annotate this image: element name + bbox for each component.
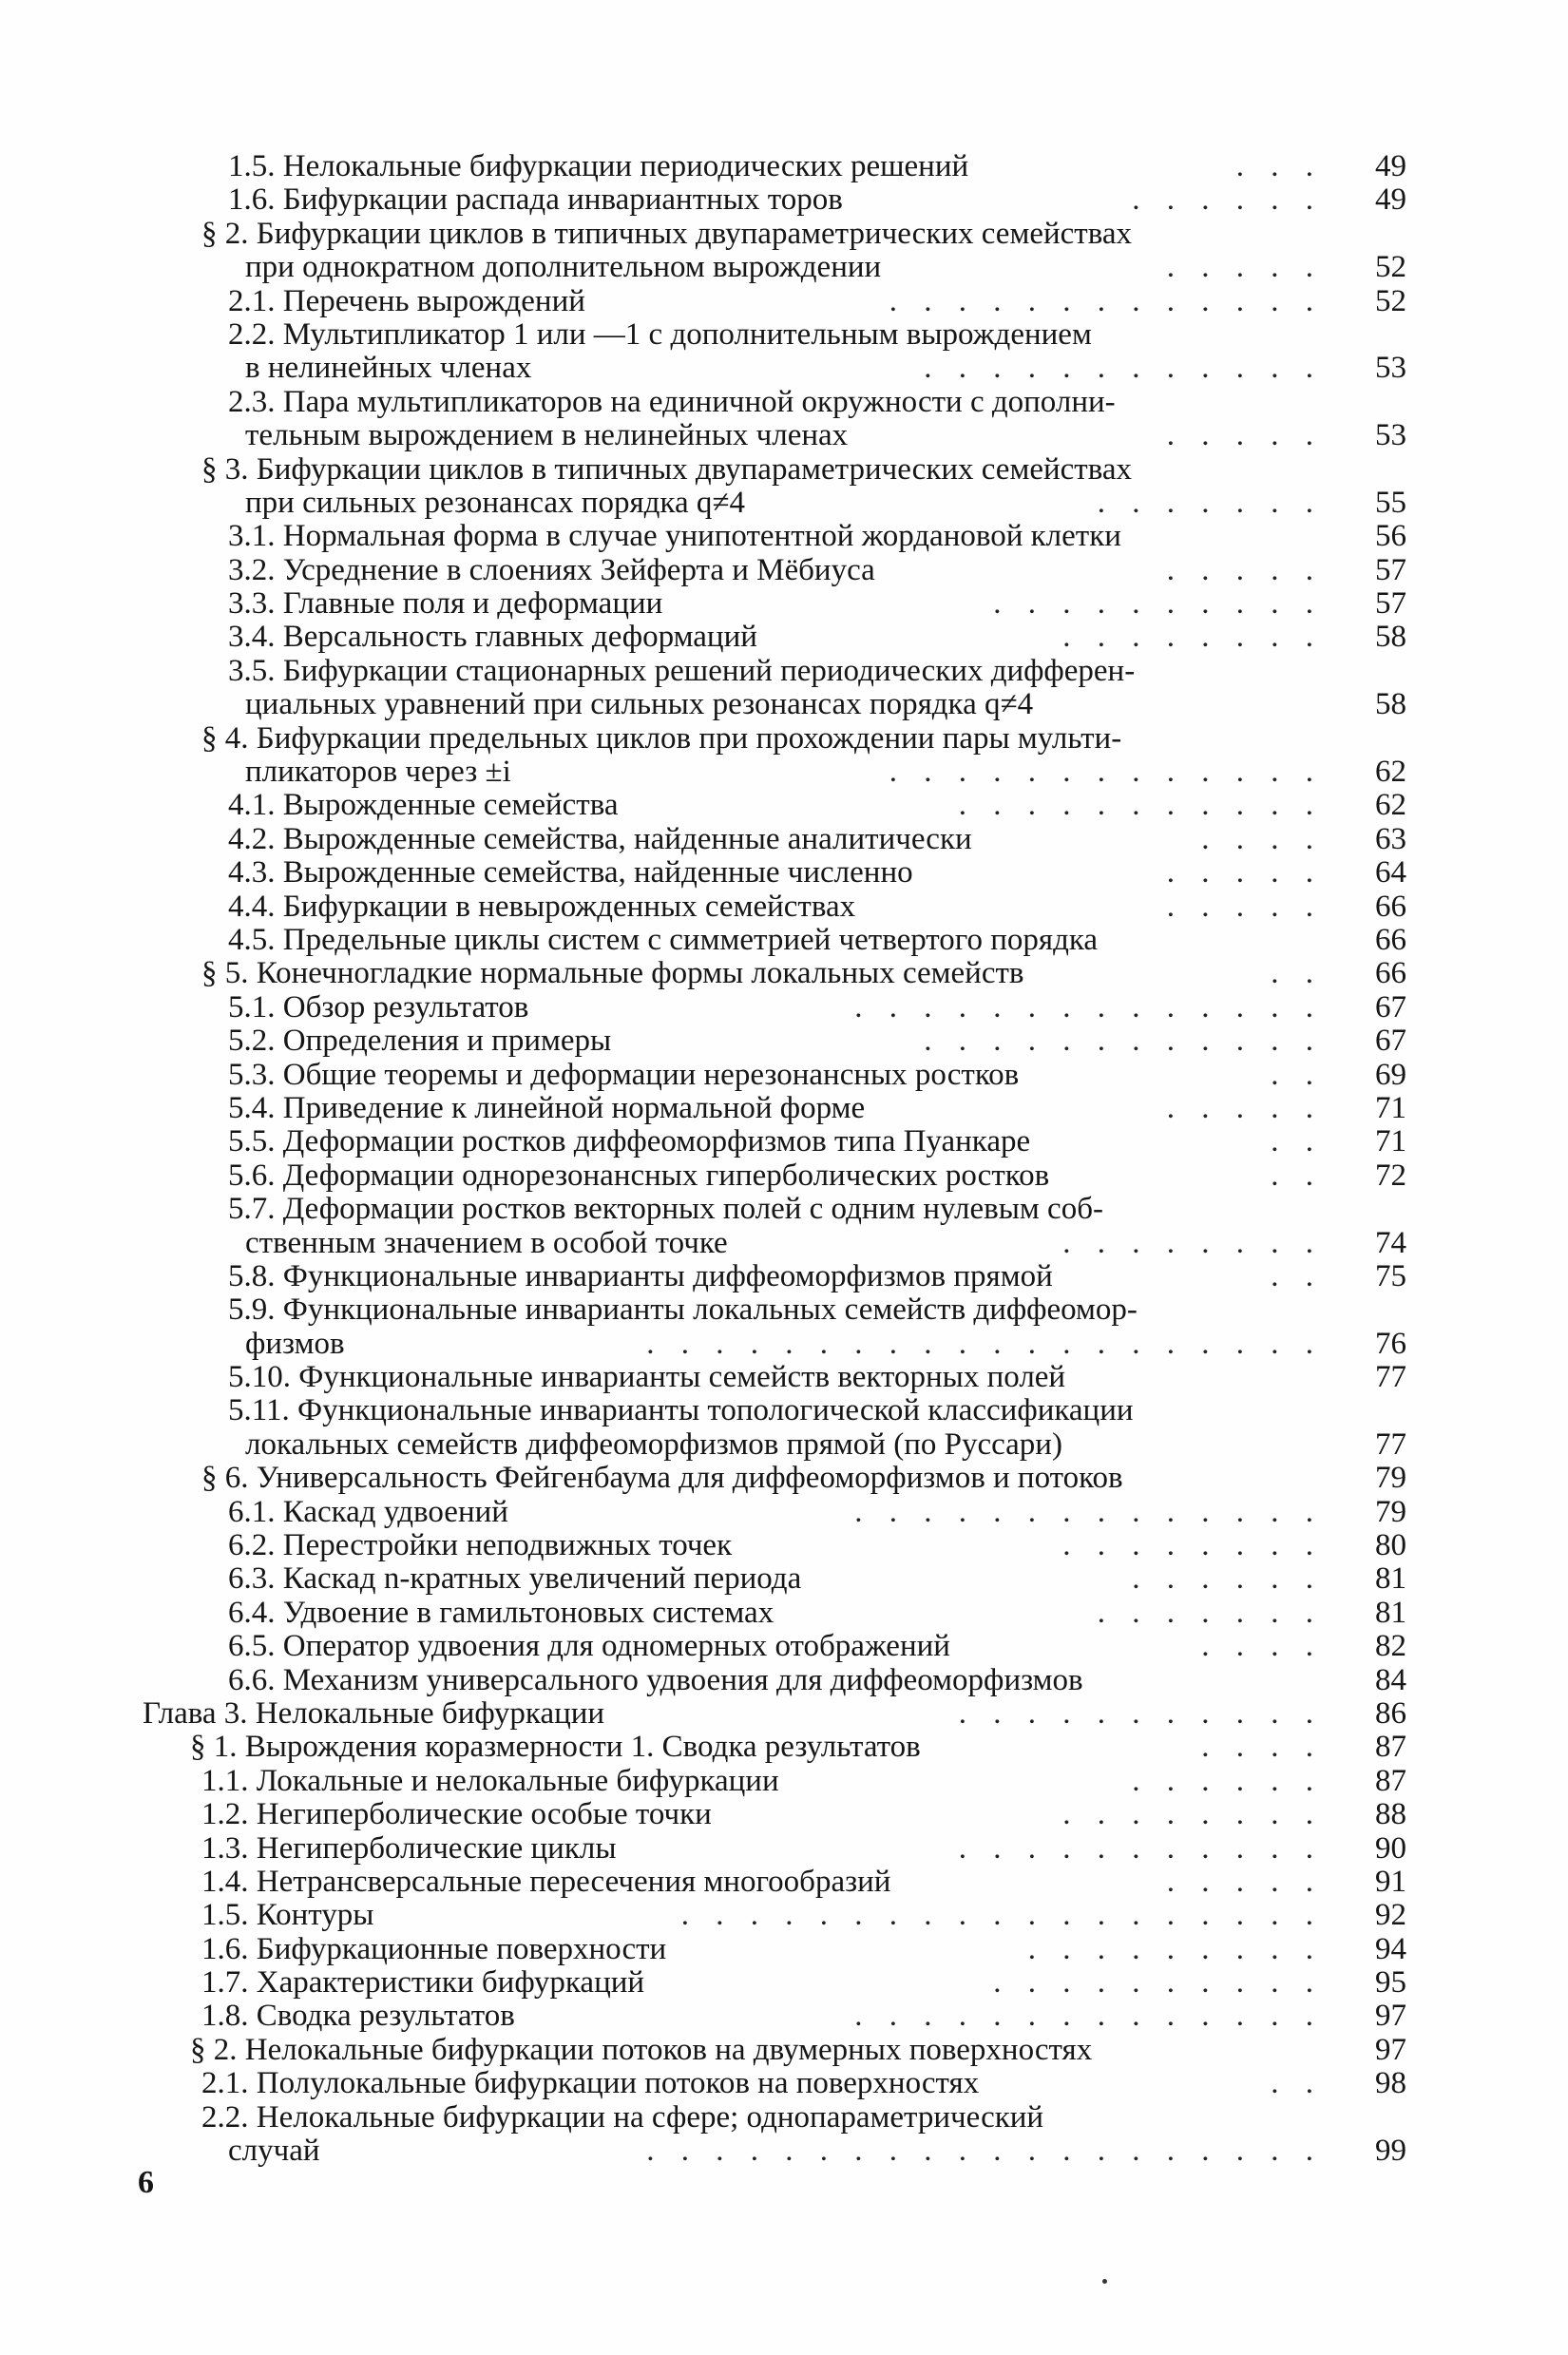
toc-entry[interactable] bbox=[0, 2067, 1568, 2100]
toc-entry[interactable] bbox=[0, 285, 1568, 318]
toc-title: при однократном дополнительном вырождении bbox=[245, 250, 882, 285]
toc-line bbox=[0, 554, 1568, 587]
toc-page-number: 95 bbox=[1375, 1965, 1406, 2001]
toc-line bbox=[0, 2067, 1568, 2100]
toc-line bbox=[0, 1798, 1568, 1831]
toc-leader: . . . . . . . . . . bbox=[993, 1965, 1323, 2001]
toc-title: локальных семейств диффеоморфизмов прямой (по Руссари) bbox=[245, 1426, 1062, 1462]
toc-leader: . . bbox=[1271, 956, 1323, 991]
toc-title: 6.3. Каскад n-кратных увеличений периода bbox=[228, 1561, 802, 1597]
toc-leader: . . . . . . . bbox=[1097, 1595, 1323, 1630]
toc-page-number: 53 bbox=[1375, 418, 1406, 453]
toc-page-number: 64 bbox=[1375, 855, 1406, 890]
toc-leader: . . . . bbox=[1201, 821, 1323, 856]
toc-entry[interactable] bbox=[0, 218, 1568, 285]
toc-title: 5.4. Приведение к линейной нормальной форме bbox=[228, 1090, 866, 1125]
toc-leader: . . bbox=[1271, 1158, 1323, 1193]
toc-line bbox=[0, 1664, 1568, 1697]
toc-title: 6.5. Оператор удвоения для одномерных отображений bbox=[228, 1629, 950, 1664]
toc-title: 2.3. Пара мультипликаторов на единичной окружности с дополни- bbox=[228, 384, 1116, 419]
toc-page-number: 82 bbox=[1375, 1629, 1406, 1664]
toc-leader: . . . . . bbox=[1166, 250, 1323, 285]
toc-line bbox=[0, 1496, 1568, 1529]
toc-title: 4.1. Вырожденные семейства bbox=[228, 788, 619, 823]
toc-entry[interactable] bbox=[0, 150, 1568, 183]
toc-entry[interactable] bbox=[0, 1092, 1568, 1125]
toc-entry[interactable] bbox=[0, 1899, 1568, 1932]
toc-line bbox=[0, 1630, 1568, 1663]
toc-leader: . . . . . . . . bbox=[1062, 1225, 1323, 1260]
toc-line bbox=[0, 1697, 1568, 1731]
toc-page-number: 52 bbox=[1375, 283, 1406, 318]
toc-line bbox=[0, 2034, 1568, 2067]
toc-line bbox=[0, 487, 1568, 520]
toc-page-number: 56 bbox=[1375, 519, 1406, 554]
toc-page-number: 77 bbox=[1375, 1426, 1406, 1462]
toc-title: в нелинейных членах bbox=[245, 351, 532, 386]
toc-entry[interactable] bbox=[0, 1529, 1568, 1562]
toc-entry[interactable] bbox=[0, 1394, 1568, 1462]
toc-title: 1.5. Нелокальные бифуркации периодических решений bbox=[228, 149, 969, 183]
toc-title: 5.5. Деформации ростков диффеоморфизмов типа Пуанкаре bbox=[228, 1124, 1031, 1159]
toc-line bbox=[0, 1428, 1568, 1462]
toc-leader: . . . . . . . . . . . . . . . . . . . . bbox=[646, 1326, 1323, 1361]
toc-page-number: 71 bbox=[1375, 1124, 1406, 1159]
toc-page-number: 52 bbox=[1375, 250, 1406, 285]
toc-page-number: 66 bbox=[1375, 889, 1406, 924]
toc-title: 6.4. Удвоение в гамильтоновых системах bbox=[228, 1595, 774, 1630]
toc-leader: . . . . . . . . . . . bbox=[958, 1695, 1323, 1731]
toc-title: 5.6. Деформации однорезонансных гиперболических ростков bbox=[228, 1158, 1050, 1193]
toc-leader: . . . . . . . . . . . . bbox=[924, 351, 1323, 386]
toc-entry[interactable] bbox=[0, 621, 1568, 654]
toc-title: 5.9. Функциональные инварианты локальных семейств диффеомор- bbox=[228, 1292, 1138, 1328]
toc-leader: . . . . . . . . . . . . . . bbox=[854, 1494, 1323, 1529]
toc-entry[interactable] bbox=[0, 1866, 1568, 1899]
toc-line bbox=[0, 655, 1568, 688]
toc-leader: . . . . . . . . . . . . . bbox=[889, 283, 1323, 318]
toc-page-number: 79 bbox=[1375, 1494, 1406, 1529]
toc-line bbox=[0, 2135, 1568, 2168]
toc-leader: . . . . . . bbox=[1132, 1561, 1323, 1597]
toc-title: 3.2. Усреднение в слоениях Зейферта и Мёбиуса bbox=[228, 552, 875, 587]
toc-leader: . . . . . . . . . . . bbox=[958, 1830, 1323, 1866]
toc-line bbox=[0, 957, 1568, 990]
toc-page-number: 57 bbox=[1375, 552, 1406, 587]
toc-leader: . . . . . . . . bbox=[1062, 1797, 1323, 1832]
toc-leader: . . . . bbox=[1201, 1730, 1323, 1765]
toc-line bbox=[0, 1361, 1568, 1394]
toc-line bbox=[0, 1092, 1568, 1125]
toc-line bbox=[0, 1328, 1568, 1361]
toc-title: 2.1. Полулокальные бифуркации потоков на поверхностях bbox=[201, 2066, 980, 2101]
toc-entry[interactable] bbox=[0, 2101, 1568, 2169]
toc-line bbox=[0, 1462, 1568, 1495]
toc-line bbox=[0, 924, 1568, 957]
toc-title: § 1. Вырождения коразмерности 1. Сводка результатов bbox=[190, 1730, 921, 1765]
toc-title: 1.7. Характеристики бифуркаций bbox=[201, 1965, 645, 2001]
toc-line bbox=[0, 890, 1568, 924]
toc-page-number: 58 bbox=[1375, 687, 1406, 722]
toc-line bbox=[0, 1125, 1568, 1158]
toc-page-number: 72 bbox=[1375, 1158, 1406, 1193]
toc-page-number: 66 bbox=[1375, 956, 1406, 991]
toc-title: ственным значением в особой точке bbox=[245, 1225, 728, 1260]
toc-line bbox=[0, 285, 1568, 318]
toc-leader: . . . . . bbox=[1166, 1864, 1323, 1899]
toc-line bbox=[0, 1193, 1568, 1226]
toc-entry[interactable] bbox=[0, 1597, 1568, 1630]
toc-page-number: 98 bbox=[1375, 2066, 1406, 2101]
toc-entry[interactable] bbox=[0, 1496, 1568, 1529]
toc-line bbox=[0, 2101, 1568, 2135]
toc-entry[interactable] bbox=[0, 318, 1568, 386]
toc-leader: . . . . . bbox=[1166, 1090, 1323, 1125]
toc-page-number: 71 bbox=[1375, 1090, 1406, 1125]
toc-page-number: 81 bbox=[1375, 1595, 1406, 1630]
toc-title: 3.3. Главные поля и деформации bbox=[228, 586, 663, 622]
toc-title: § 4. Бифуркации предельных циклов при прохождении пары мульти- bbox=[201, 720, 1122, 756]
toc-line bbox=[0, 1832, 1568, 1866]
toc-leader: . . bbox=[1271, 1124, 1323, 1159]
toc-leader: . . . . . . . . . . . . . bbox=[889, 755, 1323, 790]
toc-line bbox=[0, 1529, 1568, 1562]
toc-line bbox=[0, 1597, 1568, 1630]
toc-page-number: 49 bbox=[1375, 182, 1406, 218]
toc-line bbox=[0, 386, 1568, 419]
toc-entry[interactable] bbox=[0, 1630, 1568, 1663]
toc-page-number: 75 bbox=[1375, 1258, 1406, 1293]
toc-page-number: 84 bbox=[1375, 1662, 1406, 1697]
toc-title: § 3. Бифуркации циклов в типичных двупараметрических семействах bbox=[201, 451, 1133, 487]
toc-entry[interactable] bbox=[0, 1293, 1568, 1361]
toc-entry[interactable] bbox=[0, 722, 1568, 790]
toc-entry[interactable] bbox=[0, 823, 1568, 856]
toc-page-number: 63 bbox=[1375, 821, 1406, 856]
toc-title: 1.5. Контуры bbox=[201, 1898, 374, 1933]
toc-page-number: 91 bbox=[1375, 1864, 1406, 1899]
toc-line bbox=[0, 621, 1568, 654]
toc-leader: . . . . . bbox=[1166, 855, 1323, 890]
toc-leader: . . . . . . . . . . . . . . bbox=[854, 1999, 1323, 2034]
toc-title: 3.5. Бифуркации стационарных решений периодических дифферен- bbox=[228, 653, 1136, 688]
toc-entry[interactable] bbox=[0, 655, 1568, 722]
toc-page-number: 66 bbox=[1375, 922, 1406, 957]
toc-title: 5.2. Определения и примеры bbox=[228, 1024, 612, 1059]
toc-title: § 6. Универсальность Фейгенбаума для диффеоморфизмов и потоков bbox=[201, 1461, 1123, 1496]
toc-entry[interactable] bbox=[0, 2034, 1568, 2067]
toc-leader: . . bbox=[1271, 1258, 1323, 1293]
toc-line bbox=[0, 150, 1568, 183]
toc-entry[interactable] bbox=[0, 183, 1568, 217]
toc-title: 5.8. Функциональные инварианты диффеоморфизмов прямой bbox=[228, 1258, 1053, 1293]
toc-page-number: 92 bbox=[1375, 1898, 1406, 1933]
toc-entry[interactable] bbox=[0, 1159, 1568, 1193]
toc-title: 1.3. Негиперболические циклы bbox=[201, 1830, 617, 1866]
toc-entry[interactable] bbox=[0, 453, 1568, 521]
toc-entry[interactable] bbox=[0, 587, 1568, 621]
toc-line bbox=[0, 419, 1568, 452]
toc-title: 4.2. Вырожденные семейства, найденные аналитически bbox=[228, 821, 972, 856]
toc-title: физмов bbox=[245, 1326, 345, 1361]
toc-page-number: 67 bbox=[1375, 989, 1406, 1024]
toc-title: 6.1. Каскад удвоений bbox=[228, 1494, 508, 1529]
toc-leader: . . . . . bbox=[1166, 889, 1323, 924]
toc-entry[interactable] bbox=[0, 856, 1568, 890]
toc-page-number: 67 bbox=[1375, 1024, 1406, 1059]
toc-leader: . . . . . . bbox=[1132, 1763, 1323, 1798]
toc-entry[interactable] bbox=[0, 2000, 1568, 2033]
toc-entry[interactable] bbox=[0, 991, 1568, 1024]
toc-leader: . . . . . . . . . . bbox=[993, 586, 1323, 622]
toc-title: 5.7. Деформации ростков векторных полей с одним нулевым соб- bbox=[228, 1192, 1103, 1227]
toc-leader: . . . bbox=[1235, 149, 1323, 183]
toc-title: 6.6. Механизм универсального удвоения для диффеоморфизмов bbox=[228, 1662, 1083, 1697]
toc-leader: . . . . . . . . . . . . bbox=[924, 1024, 1323, 1059]
toc-page-number: 79 bbox=[1375, 1461, 1406, 1496]
toc-title: циальных уравнений при сильных резонансах порядка q≠4 bbox=[245, 687, 1034, 722]
toc-entry[interactable] bbox=[0, 957, 1568, 990]
toc-page-number: 62 bbox=[1375, 788, 1406, 823]
toc-line bbox=[0, 218, 1568, 251]
toc-page-number: 76 bbox=[1375, 1326, 1406, 1361]
toc-entry[interactable] bbox=[0, 1562, 1568, 1596]
toc-line bbox=[0, 1899, 1568, 1932]
toc-page-number: 58 bbox=[1375, 620, 1406, 655]
toc-page-number: 74 bbox=[1375, 1225, 1406, 1260]
toc-page-number: 86 bbox=[1375, 1695, 1406, 1731]
toc-page-number: 49 bbox=[1375, 149, 1406, 183]
toc-line bbox=[0, 251, 1568, 284]
toc-leader: . . bbox=[1271, 2066, 1323, 2101]
toc-line bbox=[0, 1866, 1568, 1899]
toc-leader: . . . . . . . . . . . . . . bbox=[854, 989, 1323, 1024]
toc-line bbox=[0, 183, 1568, 217]
toc-line bbox=[0, 318, 1568, 352]
toc-leader: . . . . . bbox=[1166, 418, 1323, 453]
toc-page-number: 80 bbox=[1375, 1528, 1406, 1563]
toc-line bbox=[0, 1562, 1568, 1596]
toc-page-number: 77 bbox=[1375, 1360, 1406, 1395]
toc-page-number: 94 bbox=[1375, 1931, 1406, 1966]
toc-entry[interactable] bbox=[0, 1059, 1568, 1092]
toc-page-number: 97 bbox=[1375, 1999, 1406, 2034]
toc-title: § 5. Конечногладкие нормальные формы локальных семейств bbox=[201, 956, 1024, 991]
toc-title: 4.4. Бифуркации в невырожденных семействах bbox=[228, 889, 856, 924]
toc-page-number: 87 bbox=[1375, 1730, 1406, 1765]
toc-line bbox=[0, 453, 1568, 487]
toc-title: при сильных резонансах порядка q≠4 bbox=[245, 485, 745, 520]
toc-entry[interactable] bbox=[0, 924, 1568, 957]
toc-line bbox=[0, 2000, 1568, 2033]
toc-line bbox=[0, 352, 1568, 385]
toc-leader: . . . . . . . . . bbox=[1027, 1931, 1323, 1966]
toc-leader: . . . . . . . . . . . . . . . . . . . bbox=[680, 1898, 1323, 1933]
toc-page-number: 97 bbox=[1375, 2032, 1406, 2067]
toc-line bbox=[0, 1293, 1568, 1327]
toc-page-number: 90 bbox=[1375, 1830, 1406, 1866]
toc-entry[interactable] bbox=[0, 1798, 1568, 1831]
toc-line bbox=[0, 1731, 1568, 1764]
toc-title: 2.2. Нелокальные бифуркации на сфере; однопараметрический bbox=[201, 2099, 1044, 2135]
toc-entry[interactable] bbox=[0, 1361, 1568, 1394]
toc-leader: . . . . . . . bbox=[1097, 485, 1323, 520]
toc-title: 4.3. Вырожденные семейства, найденные численно bbox=[228, 855, 913, 890]
toc-leader: . . . . . . bbox=[1132, 182, 1323, 218]
toc-entry[interactable] bbox=[0, 1933, 1568, 1966]
toc-entry[interactable] bbox=[0, 1731, 1568, 1764]
toc-title: 1.8. Сводка результатов bbox=[201, 1999, 515, 2034]
toc-line bbox=[0, 991, 1568, 1024]
toc-entry[interactable] bbox=[0, 1832, 1568, 1866]
table-of-contents bbox=[0, 150, 1568, 2168]
print-speck bbox=[1102, 2279, 1107, 2284]
toc-title: 1.6. Бифуркации распада инвариантных торов bbox=[228, 182, 843, 218]
toc-leader: . . . . . . . . . . . . . . . . . . . . bbox=[646, 2134, 1323, 2169]
toc-line bbox=[0, 856, 1568, 890]
toc-leader: . . . . . bbox=[1166, 552, 1323, 587]
toc-title: Глава 3. Нелокальные бифуркации bbox=[143, 1695, 605, 1731]
toc-leader: . . . . . . . . . . . bbox=[958, 788, 1323, 823]
toc-entry[interactable] bbox=[0, 1193, 1568, 1260]
toc-line bbox=[0, 1059, 1568, 1092]
toc-entry[interactable] bbox=[0, 789, 1568, 822]
toc-entry[interactable] bbox=[0, 890, 1568, 924]
toc-line bbox=[0, 1933, 1568, 1966]
toc-title: случай bbox=[228, 2134, 320, 2169]
toc-entry[interactable] bbox=[0, 554, 1568, 587]
toc-entry[interactable] bbox=[0, 1024, 1568, 1058]
toc-entry[interactable] bbox=[0, 1260, 1568, 1293]
toc-page-number: 81 bbox=[1375, 1561, 1406, 1597]
toc-page-number: 69 bbox=[1375, 1057, 1406, 1092]
toc-title: 1.4. Нетрансверсальные пересечения многообразий bbox=[201, 1864, 891, 1899]
toc-entry[interactable] bbox=[0, 520, 1568, 553]
toc-title: 1.6. Бифуркационные поверхности bbox=[201, 1931, 667, 1966]
toc-title: 5.3. Общие теоремы и деформации нерезонансных ростков bbox=[228, 1057, 1020, 1092]
toc-line bbox=[0, 1227, 1568, 1260]
toc-line bbox=[0, 1394, 1568, 1427]
toc-line bbox=[0, 823, 1568, 856]
toc-line bbox=[0, 587, 1568, 621]
toc-title: 4.5. Предельные циклы систем с симметрией четвертого порядка bbox=[228, 922, 1099, 957]
toc-entry[interactable] bbox=[0, 1462, 1568, 1495]
toc-title: 2.2. Мультипликатор 1 или —1 с дополнительным вырождением bbox=[228, 316, 1092, 352]
toc-line bbox=[0, 1765, 1568, 1798]
toc-title: тельным вырождением в нелинейных членах bbox=[245, 418, 849, 453]
toc-title: 5.10. Функциональные инварианты семейств векторных полей bbox=[228, 1360, 1066, 1395]
toc-line bbox=[0, 1159, 1568, 1193]
toc-entry[interactable] bbox=[0, 1765, 1568, 1798]
toc-leader: . . . . . . . . bbox=[1062, 620, 1323, 655]
toc-entry[interactable] bbox=[0, 1664, 1568, 1697]
toc-title: 6.2. Перестройки неподвижных точек bbox=[228, 1528, 733, 1563]
page-number: 6 bbox=[138, 2165, 154, 2200]
toc-title: пликаторов через ±i bbox=[245, 755, 511, 790]
toc-title: 5.11. Функциональные инварианты топологической классификации bbox=[228, 1393, 1134, 1428]
toc-title: 1.1. Локальные и нелокальные бифуркации bbox=[201, 1763, 779, 1798]
toc-page-number: 88 bbox=[1375, 1797, 1406, 1832]
toc-page-number: 62 bbox=[1375, 755, 1406, 790]
toc-line bbox=[0, 1024, 1568, 1058]
toc-page-number: 87 bbox=[1375, 1763, 1406, 1798]
toc-leader: . . . . bbox=[1201, 1629, 1323, 1664]
toc-entry[interactable] bbox=[0, 1125, 1568, 1158]
toc-page-number: 53 bbox=[1375, 351, 1406, 386]
toc-page-number: 57 bbox=[1375, 586, 1406, 622]
toc-title: 1.2. Негиперболические особые точки bbox=[201, 1797, 712, 1832]
toc-line bbox=[0, 520, 1568, 553]
toc-line bbox=[0, 789, 1568, 822]
toc-line bbox=[0, 1966, 1568, 2000]
toc-page-number: 55 bbox=[1375, 485, 1406, 520]
toc-entry[interactable] bbox=[0, 1697, 1568, 1731]
toc-title: 3.1. Нормальная форма в случае унипотентной жордановой клетки bbox=[228, 519, 1121, 554]
toc-entry[interactable] bbox=[0, 386, 1568, 453]
toc-title: 5.1. Обзор результатов bbox=[228, 989, 529, 1024]
toc-line bbox=[0, 1260, 1568, 1293]
toc-title: 3.4. Версальность главных деформаций bbox=[228, 620, 757, 655]
toc-line bbox=[0, 756, 1568, 789]
toc-title: § 2. Бифуркации циклов в типичных двупараметрических семействах bbox=[201, 216, 1133, 251]
toc-title: 2.1. Перечень вырождений bbox=[228, 283, 585, 318]
toc-leader: . . bbox=[1271, 1057, 1323, 1092]
toc-entry[interactable] bbox=[0, 1966, 1568, 2000]
toc-line bbox=[0, 688, 1568, 721]
toc-page-number: 99 bbox=[1375, 2134, 1406, 2169]
toc-line bbox=[0, 722, 1568, 756]
toc-title: § 2. Нелокальные бифуркации потоков на двумерных поверхностях bbox=[190, 2032, 1093, 2067]
toc-leader: . . . . . . . . bbox=[1062, 1528, 1323, 1563]
